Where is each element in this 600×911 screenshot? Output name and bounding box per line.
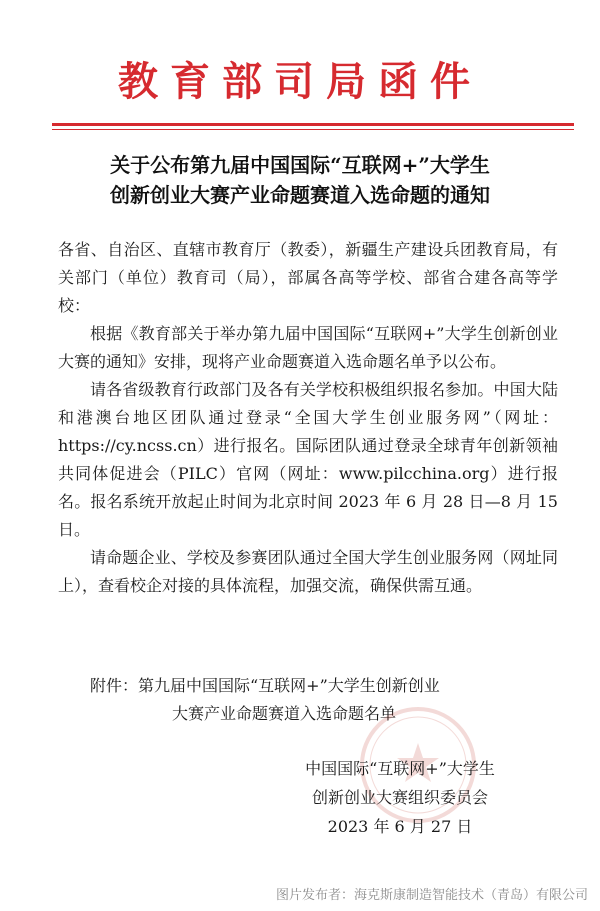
body-paragraph-1: 根据《教育部关于举办第九届中国国际“互联网+”大学生创新创业大赛的通知》安排，现将产业命题赛道入选命题名单予以公布。: [58, 324, 558, 371]
letterhead-title: 教育部司局函件: [118, 58, 482, 105]
attachment-line-2: 大赛产业命题赛道入选命题名单: [172, 704, 397, 723]
attachment-line-1: 附件：第九届中国国际“互联网+”大学生创新创业: [90, 676, 440, 695]
image-credit: 图片发布者：海克斯康制造智能技术（青岛）有限公司: [275, 888, 588, 903]
body-paragraph-2: 请各省级教育行政部门及各有关学校积极组织报名参加。中国大陆和港澳台地区团队通过登录“全国大学生创业服务网”（网址：https://cy.ncss.cn）进行报名。国际团队通过登录全球青年创新领袖共同体促进会（PILC）官网（网址：www.pilcchina.org）进行报名。报名系统开放起止时间为北京时间 2023 年 6 月 28 日—8 月 15 日。: [58, 380, 558, 539]
document-title-line-2: 创新创业大赛产业命题赛道入选命题的通知: [110, 183, 490, 207]
signature-block: [250, 754, 550, 841]
signature-org-line-1: 中国国际“互联网+”大学生: [305, 759, 495, 778]
signature-org-line-2: 创新创业大赛组织委员会: [311, 788, 488, 807]
letterhead-rule-thick: [52, 123, 574, 126]
letterhead-rule-thin: [52, 129, 574, 130]
document-body: [58, 236, 558, 600]
document-title: [40, 150, 560, 210]
document-title-line-1: 关于公布第九届中国国际“互联网+”大学生: [110, 153, 490, 177]
salutation: 各省、自治区、直辖市教育厅（教委），新疆生产建设兵团教育局，有关部门（单位）教育司（局），部属各高等学校、部省合建各高等学校：: [58, 240, 558, 315]
signature-date: 2023 年 6 月 27 日: [327, 817, 473, 836]
body-paragraph-3: 请命题企业、学校及参赛团队通过全国大学生创业服务网（网址同上），查看校企对接的具体流程，加强交流，确保供需互通。: [58, 548, 558, 595]
attachment-note: [58, 672, 558, 728]
